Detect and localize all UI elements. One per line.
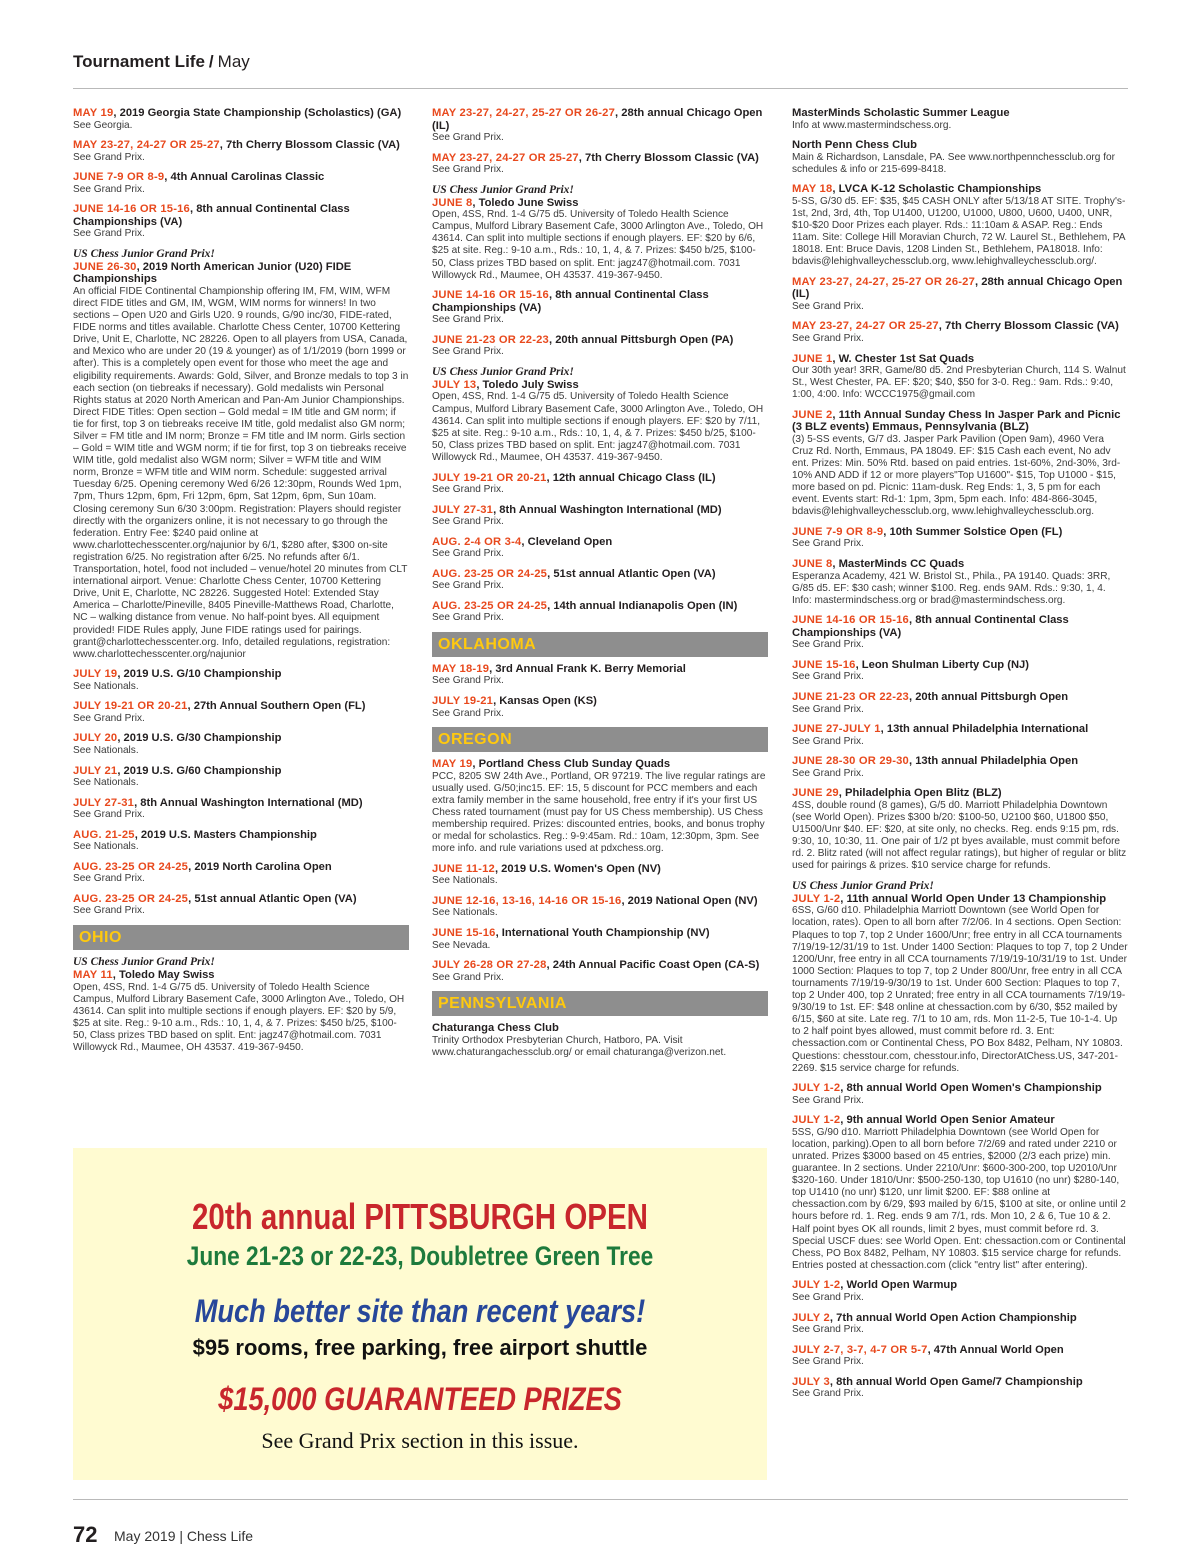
listing-title: Chaturanga Chess Club xyxy=(432,1022,559,1035)
listing-date: JUNE 15-16 xyxy=(792,658,856,671)
listing-date: JULY 21 xyxy=(73,764,118,777)
listing xyxy=(73,248,409,661)
listing xyxy=(73,139,409,164)
listing-body: See Grand Prix. xyxy=(792,671,864,683)
listing-date: JUNE 21-23 OR 22-23 xyxy=(432,333,549,346)
listing-title: , 2019 Georgia State Championship (Scholastics) (GA) xyxy=(113,107,402,119)
listing-body: See Nationals. xyxy=(73,680,139,692)
listing-body: Info at www.mastermindschess.org. xyxy=(792,119,952,131)
state-heading-pennsylvania: PENNSYLVANIA xyxy=(432,991,768,1016)
listing-body: Main & Richardson, Lansdale, PA. See www.northpennchessclub.org for schedules & info or 215-699-8418. xyxy=(792,151,1115,175)
listing-date: JULY 27-31 xyxy=(73,796,135,809)
listing-title: , 4th Annual Carolinas Classic xyxy=(164,171,325,184)
listing-title: , 8th annual Continental Class Championships (VA) xyxy=(432,289,709,314)
listing-title: , 27th Annual Southern Open (FL) xyxy=(187,700,366,713)
listing xyxy=(792,558,1128,607)
listing-title: , 51st annual Atlantic Open (VA) xyxy=(547,567,716,580)
listing-body: See Grand Prix. xyxy=(792,538,864,550)
listing-title: , 51st annual Atlantic Open (VA) xyxy=(188,892,357,905)
listing xyxy=(432,184,768,282)
listing-date: JUNE 8 xyxy=(432,196,473,209)
listing-title: , 2019 U.S. Women's Open (NV) xyxy=(494,862,661,875)
listing-body: See Grand Prix. xyxy=(432,164,504,176)
listing-title: , 7th annual World Open Action Championship xyxy=(829,1311,1077,1324)
listing-date: MAY 23-27, 24-27 OR 25-27 xyxy=(73,139,220,152)
listing xyxy=(792,880,1128,1075)
listing-body: See Grand Prix. xyxy=(432,314,504,326)
listing-date: JULY 3 xyxy=(792,1375,830,1388)
listing-title: , World Open Warmup xyxy=(840,1279,958,1292)
listing-date: JUNE 15-16 xyxy=(432,927,496,939)
listing-body: See Grand Prix. xyxy=(792,1094,864,1106)
listing-body: See Grand Prix. xyxy=(432,580,504,592)
listing-body: 6SS, G/60 d10. Philadelphia Marriott Downtown (see World Open for location, rates). Open to all born after 7/2/06. In 4 sections. Open Section: Plaques to top 7, top 2 Under 1600/Unr; free entry in all CCA tournaments 7/19/19-12/31/19 to 1st. Under 1400 Section: Plaques to top 7, top 2 Under 1200/Unr, free entry in all CCA tournaments 7/19/19-10/31/19 to 1st. Under 1000 Section: Plaques to top 7, top 2 Under 800/Unr, free entry in all CCA tournaments 7/19/19-9/30/19 to 1st. Under 600 Section: Plaques to top 7, top 2 Under 400, top 2 Unrated; free entry in all CCA tournaments 7/19/19-9/30/19 to 1st. EF: $48 online at chessaction.com by 6/30, $52 mailed by 6/15, $60 at site. Late reg. 7/1 to 10 am, rds. Mon 11-2-5, Tue 10-1-4. Up to 2 half point byes allowed, must commit before rd. 3. Ent: chessaction.com or Continental Chess, PO Box 8482, Pelham, NY 10803. Questions: chesstour.com, chesstour.info, DirectorAtChess.US, 347-201-2269. $15 service charge for refunds. xyxy=(792,905,1128,1074)
listing-body: Trinity Orthodox Presbyterian Church, Hatboro, PA. Visit www.chaturangachessclub.org/ or email chaturanga@verizon.net. xyxy=(432,1034,727,1058)
listing-body: Open, 4SS, Rnd. 1-4 G/75 d5. University of Toledo Health Science Campus, Mulford Library Basement Cafe, 3000 Arlington Ave., Toledo, OH 43614. Can split into multiple sections if enough players. EF: $20 by 5/9, $25 at site. Reg.: 9-10 a.m., Rds.: 10, 1, 4, & 7. Prizes: $450 b/25, $100-50, Class prizes TBD based on split. Ent: jagz47@hotmail.com. 7031 Willowyck Rd., Maumee, OH 43537. 419-367-9450. xyxy=(73,981,405,1053)
pittsburgh-open-ad xyxy=(73,1148,767,1480)
listing xyxy=(73,732,409,757)
listing-title: , International Youth Championship (NV) xyxy=(495,927,710,939)
grand-prix-label: US Chess Junior Grand Prix! xyxy=(432,183,574,196)
listing-title: , 8th Annual Washington International (MD) xyxy=(134,796,363,809)
listing-body: See Grand Prix. xyxy=(432,675,504,687)
listing-date: MAY 19 xyxy=(73,107,114,119)
listing-body: Open, 4SS, Rnd. 1-4 G/75 d5. University of Toledo Health Science Campus, Mulford Library Basement Cafe, 3000 Arlington Ave., Toledo, OH 43614. Can split into multiple sections if enough players. EF: $20 by 6/6, $25 at site. Reg.: 9-10 a.m., Rds.: 10, 1, 4, & 7. Prizes: $450 b/25, $100-50, Class prizes TBD based on split. Ent: jagz47@hotmail.com. 7031 Willowyck Rd., Maumee, OH 43537. 419-367-9450. xyxy=(432,209,764,281)
listing xyxy=(792,659,1128,684)
listing-title: , 2019 U.S. Masters Championship xyxy=(134,828,317,841)
listing xyxy=(792,1114,1128,1272)
listing-body: See Grand Prix. xyxy=(792,300,864,312)
ad-dates-venue: June 21-23 or 22-23, Doubletree Green Tree xyxy=(186,1241,654,1271)
listing-title: , 3rd Annual Frank K. Berry Memorial xyxy=(489,662,686,675)
listing-date: JULY 26-28 OR 27-28 xyxy=(432,959,547,972)
listing-title: , MasterMinds CC Quads xyxy=(832,558,965,571)
listing-date: JULY 20 xyxy=(73,732,118,745)
listing xyxy=(792,1376,1128,1401)
listing-body: See Grand Prix. xyxy=(73,151,145,163)
listing-date: MAY 23-27, 24-27 OR 25-27 xyxy=(792,320,939,333)
listing-date: JUNE 12-16, 13-16, 14-16 OR 15-16 xyxy=(432,894,622,907)
listing-body: See Grand Prix. xyxy=(73,873,145,885)
listing-date: AUG. 23-25 OR 24-25 xyxy=(432,567,548,580)
grand-prix-label: US Chess Junior Grand Prix! xyxy=(432,365,574,378)
listing xyxy=(792,723,1128,748)
listing-date: JUNE 28-30 OR 29-30 xyxy=(792,755,909,768)
listing-title: MasterMinds Scholastic Summer League xyxy=(792,107,1010,119)
listing-title: , 2019 National Open (NV) xyxy=(621,894,758,907)
listing-title: , 8th annual World Open Game/7 Championship xyxy=(829,1375,1083,1388)
listing-date: JULY 1-2 xyxy=(792,1279,841,1292)
listing xyxy=(792,787,1128,872)
listing-date: JULY 19-21 OR 20-21 xyxy=(432,471,547,484)
column-2 xyxy=(432,107,768,1066)
listing xyxy=(73,171,409,196)
grand-prix-label: US Chess Junior Grand Prix! xyxy=(73,247,215,260)
listing xyxy=(432,695,768,720)
section-title: Tournament Life xyxy=(73,52,205,71)
listing-date: JULY 13 xyxy=(432,378,477,391)
listing xyxy=(792,320,1128,345)
listing xyxy=(432,152,768,177)
listing-body: See Grand Prix. xyxy=(792,1356,864,1368)
listing xyxy=(432,289,768,326)
listing xyxy=(792,691,1128,716)
listing xyxy=(432,568,768,593)
listing xyxy=(73,107,409,132)
listing-body: See Grand Prix. xyxy=(792,767,864,779)
listing-title: , 7th Cherry Blossom Classic (VA) xyxy=(938,320,1119,333)
listing-body: 4SS, double round (8 games), G/5 d0. Marriott Philadelphia Downtown (see World Open). Prizes $300 b/20: $100-50, U2100 $60, U1800 $50, U1500/Unr $40. EF: $20, at site only, no checks. Reg. ends 9:15 pm, rds. 9:30, 10, 10:30, 11. One pair of 1/2 pt byes available, must commit before rd. 2. Blitz rated (will not affect regular ratings), but higher of regular or blitz used for pairings & prizes. $10 service charge for refunds. xyxy=(792,799,1127,872)
listing-date: JUNE 1 xyxy=(792,352,833,365)
listing-body: See Grand Prix. xyxy=(432,132,504,143)
listing-title: , 2019 North American Junior (U20) FIDE Championships xyxy=(73,260,352,286)
listing-date: MAY 11 xyxy=(73,969,113,982)
listing-title: , 12th annual Chicago Class (IL) xyxy=(546,471,716,484)
listing-date: JUNE 11-12 xyxy=(432,862,495,875)
listing-title: , 13th annual Philadelphia Open xyxy=(908,755,1079,768)
listing-body: See Nationals. xyxy=(73,841,139,853)
listing-title: , 11th Annual Sunday Chess In Jasper Park and Picnic (3 BLZ events) Emmaus, Pennsylvania (BLZ) xyxy=(792,408,1121,434)
listing-title: , Philadelphia Open Blitz (BLZ) xyxy=(838,787,1002,800)
listing-date: MAY 18-19 xyxy=(432,662,490,675)
listing xyxy=(73,861,409,886)
listing xyxy=(432,366,768,464)
listing-body: See Nationals. xyxy=(73,744,139,756)
issue-info: May 2019 | Chess Life xyxy=(114,1528,254,1544)
listing xyxy=(432,927,768,952)
listing-title: , 28th annual Chicago Open (IL) xyxy=(432,107,763,132)
listing-date: JUNE 14-16 OR 15-16 xyxy=(792,614,909,627)
listing xyxy=(73,797,409,822)
listing-date: JULY 19-21 xyxy=(432,695,494,708)
listing-date: JULY 19-21 OR 20-21 xyxy=(73,700,188,713)
listing-date: JULY 27-31 xyxy=(432,503,494,516)
listing xyxy=(432,863,768,888)
listing-body: See Grand Prix. xyxy=(792,1291,864,1303)
page-number: 72 xyxy=(73,1522,98,1547)
listing-date: JULY 19 xyxy=(73,668,118,681)
listing xyxy=(432,107,768,144)
listing-title: , W. Chester 1st Sat Quads xyxy=(832,352,975,365)
listing-date: MAY 19 xyxy=(432,758,473,771)
listing-body: Our 30th year! 3RR, Game/80 d5. 2nd Presbyterian Church, 114 S. Walnut St., West Chester, PA. EF: $20; $40, $50 for 3-0. Reg.: 9am. Rds.: 9:40, 1:00, 4:00. Info: WCCC1975@gmail.com xyxy=(792,365,1126,401)
listing-body: See Grand Prix. xyxy=(432,484,504,495)
listing-title: , Kansas Open (KS) xyxy=(493,695,597,708)
listing-body: See Grand Prix. xyxy=(73,712,145,724)
listing xyxy=(792,755,1128,780)
state-heading-oregon: OREGON xyxy=(432,727,768,752)
listing-body: See Georgia. xyxy=(73,119,133,131)
listing-body: See Grand Prix. xyxy=(432,516,504,528)
listing xyxy=(73,668,409,693)
header-slash: / xyxy=(208,52,214,71)
listing-title: , 28th annual Chicago Open (IL) xyxy=(792,275,1123,301)
listing-title: , Portland Chess Club Sunday Quads xyxy=(472,758,671,771)
listing-body: Open, 4SS, Rnd. 1-4 G/75 d5. University of Toledo Health Science Campus, Mulford Library Basement Cafe, 3000 Arlington Ave., Toledo, OH 43614. Can split into multiple sections if enough players. EF: $20 by 7/11, $25 at site. Reg.: 9-10 a.m., Rds.: 10, 1, 4, & 7. Prizes: $450 b/25, $100-50, Class prizes TBD based on split. Ent: jagz47@hotmail.com. 7031 Willowyck Rd., Maumee, OH 43537. 419-367-9450. xyxy=(432,391,764,463)
listing-title: , Cleveland Open xyxy=(521,535,613,548)
listing xyxy=(792,614,1128,651)
listing-body: (3) 5-SS events, G/7 d3. Jasper Park Pavilion (Open 9am), 4960 Vera Cruz Rd. North, Emmaus, PA 18049. EF: $15 Cash each event, No adv ent. Prizes: Min. 50% Rtd. based on paid entries. 1st-60%, 2nd-30%, 3rd-10% AND ADD if 12 or more players"Top U1600"- $15, Top U1000 - $15, more based on pd. Picnic: 11am-dusk. Reg Ends: 1, 3, 5 pm for each event. Events start: Rd-1: 1pm, 3pm, 5pm each. Info: 484-866-3045, bdavis@lehighvalleychessclub.org, www.lehighvalleychessclub.org. xyxy=(792,433,1121,518)
listing-title: , 7th Cherry Blossom Classic (VA) xyxy=(578,151,759,164)
listing xyxy=(432,895,768,920)
listing-date: JUNE 14-16 OR 15-16 xyxy=(73,203,190,216)
listing-title: , 10th Summer Solstice Open (FL) xyxy=(883,525,1063,538)
state-heading-oklahoma: OKLAHOMA xyxy=(432,632,768,657)
listing-date: MAY 23-27, 24-27 OR 25-27 xyxy=(432,151,579,164)
listing-title: North Penn Chess Club xyxy=(792,139,917,152)
listing-date: MAY 23-27, 24-27, 25-27 OR 26-27 xyxy=(432,107,616,119)
listing-date: JUNE 21-23 OR 22-23 xyxy=(792,691,909,704)
listing-title: , 2019 U.S. G/60 Championship xyxy=(117,764,282,777)
listing-title: , 8th annual World Open Women's Championship xyxy=(840,1082,1102,1095)
listing xyxy=(792,1344,1128,1369)
listing-date: JUNE 2 xyxy=(792,408,833,421)
listing-title: , 2019 U.S. G/10 Championship xyxy=(117,668,282,681)
listing xyxy=(432,600,768,625)
listing-body: See Grand Prix. xyxy=(792,639,864,651)
listing-body: See Grand Prix. xyxy=(73,183,145,195)
listing-title: , 13th annual Philadelphia International xyxy=(880,723,1089,736)
listing xyxy=(792,183,1128,268)
listing-body: 5-SS, G/30 d5. EF: $35, $45 CASH ONLY after 5/13/18 AT SITE. Trophy's-1st, 2nd, 3rd, 4th, Top U1400, U1200, U1000, U800, U600, U400, UNR, $10-$20 Door Prizes each player. Rds.: 11:10am & ASAP. Reg.: Ends 11am. Site: College Hill Moravian Church, 72 W. Laurel St., Bethlehem, PA 18018. Ent: Bruce Davis, 1208 Linden St., Bethlehem, PA18018. Info: bdavis@lehighvalleychessclub.org, www.lehighvalleychessclub.org/. xyxy=(792,195,1126,268)
listing-title: , 8th Annual Washington International (MD) xyxy=(493,503,722,516)
listing xyxy=(792,1312,1128,1337)
listing-body: An official FIDE Continental Championship offering IM, FM, WIM, WFM direct FIDE titles and GM, IM, WGM, WIM norms for winners! In two sections – Open U20 and Girls U20. 9 rounds, G/90 inc/30, FIDE-rated, FIDE norms and titles available. Charlotte Chess Center, 10700 Kettering Drive, Unit E, Charlotte, NC 28226. Open to all players from USA, Canada, and Mexico who are under 20 (19 & younger) as of 1/1/2019 (born 1999 or after). This is a completely open event for those who meet the age and eligibility requirements. Awards: Gold, Silver, and Bronze medals to top 3 in each section (on tiebreaks if necessary). Gold medalists win Personal Rights status at 2020 North American and Pan-Am Junior Championships. Direct FIDE Titles: Open section – Gold medal = IM title and GM norm; if tie for first, top 3 on tiebreaks receive IM title, gold medalist also GM norm; Silver = FM title and IM norm; Bronze = FM title and IM norm. Girls section – Gold = WIM title and WGM norm; if tie for first, top 3 on tiebreaks receive WIM title, gold medalist also WGM norm; Silver = WFM title and WIM norm, Bronze = WFM title and WIM norm. Schedule: suggested arrival Tuesday 6/25. Opening ceremony Wed 6/26 12:30pm, Rounds Wed 1pm, 7pm, Thurs 12pm, 6pm, Fri 12pm, 6pm, Sat 12pm, 6pm, Sun 10am. Closing ceremony Sun 6/30 3:00pm. Registration: Players should register directly with the organizers online, it is not necessary to go through the federation. Entry Fee: $240 paid online at www.charlottechesscenter.org/najunior by 6/1, $280 after, $300 on-site registration 6/25. No registration after 6/25. No refunds after 6/1. Transportation, hotel, food not included – venue/hotel 20 minutes from CLT international airport. Venue: Charlotte Chess Center, 10700 Kettering Drive, Unit E, Charlotte, NC 28226. Suggested Hotel: Extended Stay America – Charlotte/Pineville, 8405 Pineville-Matthews Road, Charlotte, NC – walking distance from venue. No half-point byes. All equipment provided! FIDE Rules apply, June FIDE ratings used for pairings. grant@charlottechesscenter.org. Info, detailed regulations, registration: www.charlottechesscenter.org/najunior xyxy=(73,285,409,660)
listing-title: , 20th annual Pittsburgh Open xyxy=(908,691,1069,704)
ad-tagline: Much better site than recent years! xyxy=(194,1293,646,1329)
listing-date: JUNE 8 xyxy=(792,558,833,571)
listing xyxy=(73,700,409,725)
grand-prix-label: US Chess Junior Grand Prix! xyxy=(73,956,215,969)
listing-date: AUG. 2-4 OR 3-4 xyxy=(432,535,522,548)
listing xyxy=(792,353,1128,402)
listing-date: JUNE 7-9 OR 8-9 xyxy=(792,525,884,538)
page-header xyxy=(73,52,1128,89)
listing-body: See Nationals. xyxy=(432,907,498,919)
listing-title: , 7th Cherry Blossom Classic (VA) xyxy=(219,139,400,152)
listing-body: See Grand Prix. xyxy=(792,1324,864,1335)
listing xyxy=(73,203,409,240)
listing-date: AUG. 21-25 xyxy=(73,828,135,841)
listing-date: JUNE 26-30 xyxy=(73,260,137,273)
listing xyxy=(792,139,1128,176)
listing-title: , 8th annual Continental Class Championships (VA) xyxy=(73,203,350,228)
listing xyxy=(432,334,768,359)
listing-date: JULY 1-2 xyxy=(792,1082,841,1095)
listing-title: , Toledo May Swiss xyxy=(112,969,215,982)
grand-prix-label: US Chess Junior Grand Prix! xyxy=(792,879,934,892)
listing-title: , LVCA K-12 Scholastic Championships xyxy=(832,183,1042,196)
listing xyxy=(73,956,409,1054)
column-3 xyxy=(792,107,1128,1408)
listing-date: JULY 1-2 xyxy=(792,1114,841,1127)
listing-title: , 8th annual Continental Class Championships (VA) xyxy=(792,614,1069,639)
listing xyxy=(432,536,768,561)
listing-title: , 24th Annual Pacific Coast Open (CA-S) xyxy=(546,959,760,972)
listing-date: JULY 1-2 xyxy=(792,892,841,905)
listing-date: JULY 2-7, 3-7, 4-7 OR 5-7 xyxy=(792,1343,928,1356)
listing xyxy=(432,472,768,497)
listing-body: See Grand Prix. xyxy=(73,809,145,821)
listing-body: Esperanza Academy, 421 W. Bristol St., Phila., PA 19140. Quads: 3RR, G/85 d5. EF: $30 cash; winner $100. Reg. ends 9AM. Rds.: 9:30, 1, 4. Info: mastermindschess.org or brad@mastermindschess.org. xyxy=(792,570,1111,606)
page-footer xyxy=(73,1499,1128,1547)
listing-body: See Nationals. xyxy=(73,777,139,789)
listing-title: , 2019 U.S. G/30 Championship xyxy=(117,732,282,745)
listing xyxy=(792,107,1128,132)
ad-prizes: $15,000 GUARANTEED PRIZES xyxy=(218,1381,622,1417)
listing-body: See Grand Prix. xyxy=(792,735,864,747)
listing xyxy=(73,893,409,918)
listing-title: , Toledo June Swiss xyxy=(472,196,579,209)
listing-body: PCC, 8205 SW 24th Ave., Portland, OR 97219. The live regular ratings are usually used. G/50;inc15. EF: 15, 5 discount for PCC members and each extra family member in the same household, free entry if it's your first US Chess rated tournament (must pay for US Chess membership). US Chess membership required. Prizes: discounted entries, books, and bonus trophy or medal for scholastics. Reg.: 9-9:45am. Rd.: 10am, 12:30pm, 3pm. See more info. and rule variations used at pdxchess.org. xyxy=(432,770,766,855)
listing xyxy=(432,1022,768,1059)
listing-date: JUNE 29 xyxy=(792,787,839,800)
listing-date: MAY 18 xyxy=(792,183,833,196)
listing-body: See Grand Prix. xyxy=(73,905,145,917)
listing-title: , Leon Shulman Liberty Cup (NJ) xyxy=(855,658,1029,671)
listing-title: , 20th annual Pittsburgh Open (PA) xyxy=(548,333,734,346)
listing xyxy=(792,409,1128,519)
listing xyxy=(432,758,768,855)
listing xyxy=(432,959,768,984)
listing-date: MAY 23-27, 24-27, 25-27 OR 26-27 xyxy=(792,275,976,288)
listing-body: See Grand Prix. xyxy=(73,228,145,240)
listing xyxy=(792,1279,1128,1304)
header-month: May xyxy=(217,52,250,71)
listing-title: , 9th annual World Open Senior Amateur xyxy=(840,1114,1055,1127)
listing-title: , 47th Annual World Open xyxy=(927,1343,1064,1356)
listing-title: , Toledo July Swiss xyxy=(476,378,579,391)
listing-title: , 11th annual World Open Under 13 Championship xyxy=(840,892,1107,905)
ad-amenities: $95 rooms, free parking, free airport shuttle xyxy=(192,1335,648,1360)
listing-body: See Grand Prix. xyxy=(432,346,504,358)
ad-headline: 20th annual PITTSBURGH OPEN xyxy=(192,1196,648,1237)
listing-body: See Grand Prix. xyxy=(792,703,864,715)
listing-date: JUNE 27-JULY 1 xyxy=(792,723,881,736)
listing xyxy=(73,765,409,790)
listing-body: See Nationals. xyxy=(432,875,498,887)
listing xyxy=(73,829,409,854)
listing-body: 5SS, G/90 d10. Marriott Philadelphia Downtown (see World Open for location, parking).Open to all born before 7/2/69 and rated under 2210 or unrated. Prizes $3000 based on 45 entries, $2000 (2/3 each prize) min. guarantee. In 2 sections. Under 2210/Unr: $600-300-200, top U2010/Unr $320-160. Under 1810/Unr: $500-250-130, top U1610 (no unr) $280-140, top U1410 (no unr) $120, unr limit $200. EF: $88 online at chessaction.com by 6/29, $93 mailed by 6/15, $100 at site, or online until 2 hours before rd. 1. Reg. ends 9 am 7/1, rds. Mon 10, 2 & 6, Tue 10 & 2. Half point byes OK all rounds, limit 2 byes, must commit before rd. 3. Special USCF dues: see World Open. Ent: chessaction.com or Continental Chess, PO Box 8482, Pelham, NY 10803. $15 service charge for refunds. Entries posted at chessaction.com (click "entry list" after entering). xyxy=(792,1126,1126,1271)
listing xyxy=(792,276,1128,313)
listing-body: See Nevada. xyxy=(432,939,491,951)
listing-body: See Grand Prix. xyxy=(432,548,504,560)
listing-body: See Grand Prix. xyxy=(432,971,504,983)
listing-title: , 2019 North Carolina Open xyxy=(188,860,332,873)
listing-date: JUNE 14-16 OR 15-16 xyxy=(432,289,549,302)
listing-title: , 14th annual Indianapolis Open (IN) xyxy=(547,599,738,612)
listing xyxy=(792,1082,1128,1107)
listing-date: AUG. 23-25 OR 24-25 xyxy=(73,860,189,873)
listing-date: JULY 2 xyxy=(792,1311,830,1324)
listing-body: See Grand Prix. xyxy=(432,707,504,719)
listing-date: AUG. 23-25 OR 24-25 xyxy=(432,599,548,612)
listing xyxy=(432,504,768,529)
listing-date: JUNE 7-9 OR 8-9 xyxy=(73,171,165,184)
listing-body: See Grand Prix. xyxy=(432,612,504,624)
listing xyxy=(792,526,1128,551)
state-heading-ohio: OHIO xyxy=(73,925,409,950)
listing-date: AUG. 23-25 OR 24-25 xyxy=(73,892,189,905)
listing-body: See Grand Prix. xyxy=(792,332,864,344)
ad-see-more: See Grand Prix section in this issue. xyxy=(261,1428,579,1453)
listing-body: See Grand Prix. xyxy=(792,1388,864,1400)
listing xyxy=(432,663,768,688)
column-1 xyxy=(73,107,409,1062)
